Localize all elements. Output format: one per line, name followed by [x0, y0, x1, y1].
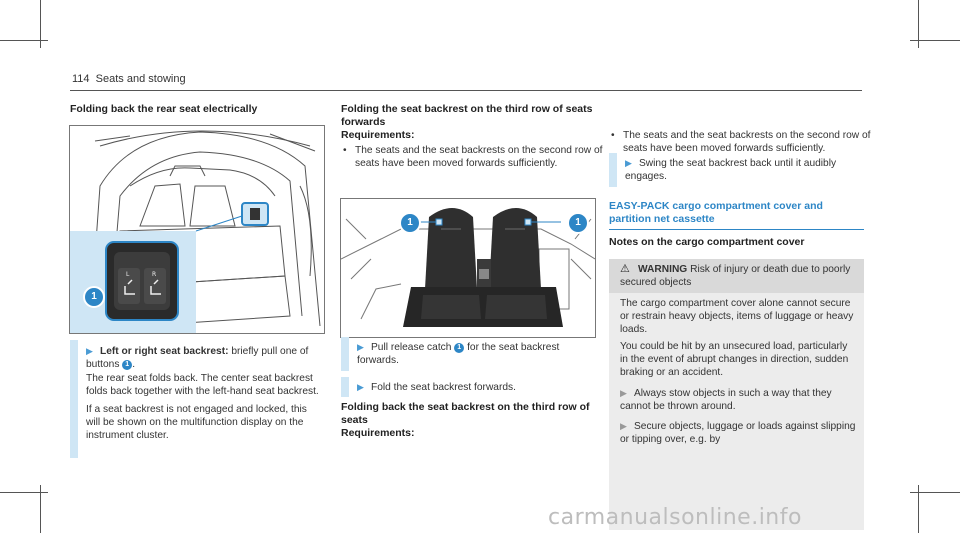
crop-mark — [0, 40, 48, 41]
requirements-label-2: Requirements: — [341, 427, 415, 439]
step-text: Pull release catch — [371, 342, 455, 353]
info-bar — [341, 337, 349, 371]
heading-fold-back-third-row: Folding back the seat backrest on the third row of seats — [341, 401, 590, 426]
warning-para-2: You could be hit by an unsecured load, particularly in the event of abrupt changes in direction, sudden braking or an accident. — [620, 341, 849, 378]
illustration-trunk — [69, 125, 325, 334]
info-bar — [609, 153, 617, 187]
warning-title — [620, 263, 860, 289]
step-text: briefly pull one of buttons — [86, 346, 309, 370]
heading-fold-back-electrically: Folding back the rear seat electrically — [70, 103, 258, 115]
svg-text:R: R — [152, 271, 157, 278]
step-arrow-icon: ▶ — [357, 342, 364, 352]
step-text: Always stow objects in such a way that they cannot be thrown around. — [620, 388, 832, 412]
svg-text:L: L — [126, 271, 130, 278]
crop-mark — [910, 40, 960, 41]
heading-fold-third-row: Folding the seat backrest on the third row of seats forwards — [341, 103, 593, 128]
section-rule — [609, 229, 864, 230]
page-number: 114 — [72, 73, 90, 85]
illustration-third-row — [340, 198, 596, 338]
heading-notes-cargo-cover: Notes on the cargo compartment cover — [609, 236, 805, 248]
warning-text: Risk of injury or death due to poorly secured objects — [620, 264, 851, 288]
step-arrow-icon: ▶ — [357, 382, 364, 392]
step-text-end: for the seat backrest forwards. — [357, 342, 560, 366]
step-text-end: . — [132, 359, 136, 370]
requirements-label: Requirements: — [341, 129, 415, 141]
warning-step-1 — [620, 387, 856, 413]
watermark: carmanualsonline.info — [548, 505, 802, 530]
info-bar — [341, 377, 349, 397]
heading-easy-pack: EASY-PACK cargo compartment cover and partition net cassette — [609, 200, 823, 225]
page-header — [72, 73, 186, 85]
info-bar — [70, 340, 78, 458]
section-title: Seats and stowing — [95, 73, 186, 85]
warning-label: WARNING — [638, 264, 688, 275]
warning-step-2 — [620, 420, 856, 446]
badge-1-icon: 1 — [122, 360, 132, 370]
step-arrow-icon: ▶ — [625, 158, 632, 168]
step-fold-forwards — [357, 381, 587, 394]
callout-1-left-icon: 1 — [399, 212, 421, 234]
note-para: If a seat backrest is not engaged and locked, this will be shown on the multifunction display on the instrument cluster. — [86, 404, 307, 441]
step-arrow-icon: ▶ — [620, 421, 627, 431]
callout-1-right-icon: 1 — [567, 212, 589, 234]
step-arrow-icon: ▶ — [86, 346, 93, 356]
warning-para-1: The cargo compartment cover alone cannot secure or restrain heavy objects, items of luggage or heavy loads. — [620, 298, 854, 335]
warning-triangle-icon: ⚠ — [620, 263, 630, 275]
requirement-item: • The seats and the seat backrests on the second row of seats have been moved forwards sufficiently. — [341, 144, 605, 170]
badge-1-icon: 1 — [454, 343, 464, 353]
step-arrow-icon: ▶ — [620, 388, 627, 398]
crop-mark — [0, 492, 48, 493]
step-text: Swing the seat backrest back until it audibly engages. — [625, 158, 837, 182]
step-pull-release — [357, 341, 587, 367]
step-text: Secure objects, luggage or loads against slipping or tipping over, e.g. by — [620, 421, 856, 445]
crop-mark — [910, 492, 960, 493]
step-swing-back — [625, 157, 855, 183]
callout-1-icon: 1 — [83, 286, 105, 308]
requirement-item: • The seats and the seat backrests on the second row of seats have been moved forwards sufficiently. — [609, 129, 873, 155]
step-label: Left or right seat backrest: — [100, 346, 229, 357]
step-fold-back — [86, 345, 322, 442]
header-rule — [70, 90, 862, 91]
step-text: Fold the seat backrest forwards. — [371, 382, 516, 393]
result-para: The rear seat folds back. The center seat backrest folds back together with the left-hand seat backrest. — [86, 373, 319, 397]
